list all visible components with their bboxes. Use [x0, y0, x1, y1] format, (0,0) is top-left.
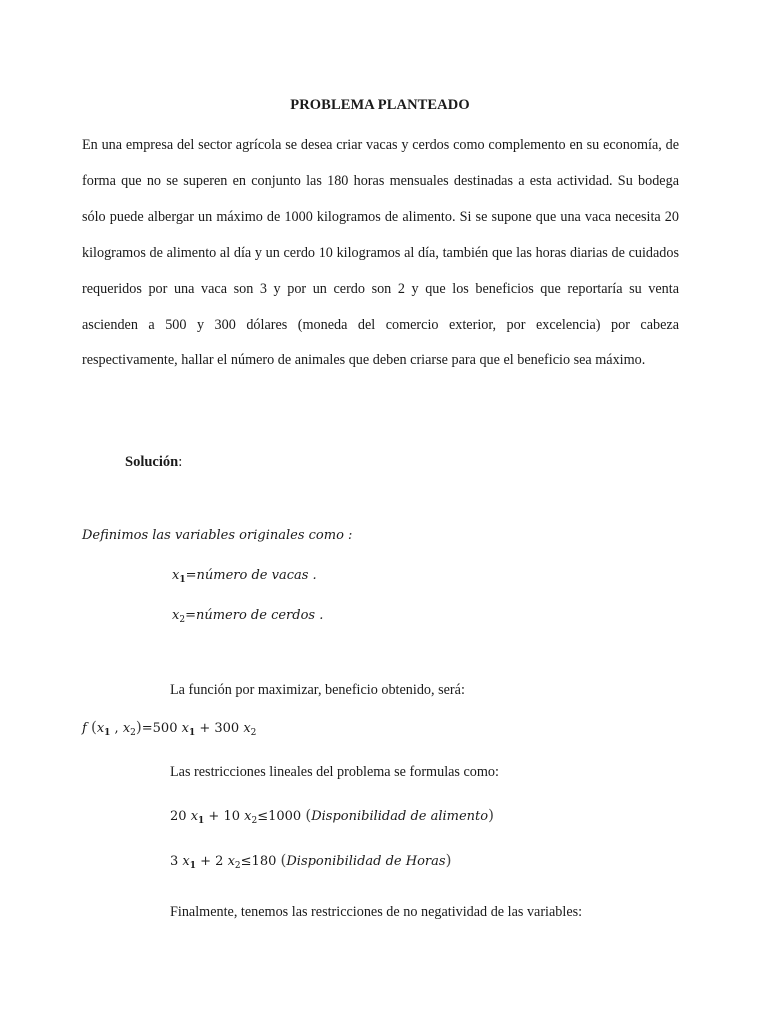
solution-colon: : — [178, 454, 183, 470]
final-text: Finalmente, tenemos las restricciones de no negatividad de las variables: — [170, 904, 583, 920]
solution-heading — [125, 454, 182, 471]
variable-x2-description: número de cerdos . — [195, 608, 324, 623]
constraint-hours: 3 $x_1 + 2$ $x_2\le 180$ (Disponibilidad de Horas) — [170, 851, 452, 871]
constraint-hours-label: Disponibilidad de Horas — [286, 854, 446, 869]
solution-label: Solución — [125, 454, 179, 470]
objective-intro: La función por maximizar, beneficio obtenido, será: — [170, 682, 465, 698]
variable-x1-description: número de vacas . — [196, 568, 317, 583]
document-title: PROBLEMA PLANTEADO — [290, 97, 470, 113]
constraint-food-label: Disponibilidad de alimento — [311, 809, 489, 824]
constraint-food: 20 $x_1 + 10$ $x_2\le 1000$ (Disponibilidad de alimento) — [170, 806, 494, 826]
objective-function: f ($x_1$ , $x_2)=500$ $x_1 + 300$ $x_2$ — [82, 718, 257, 738]
variable-x2-definition: $x_2=número$ de cerdos . — [172, 608, 324, 625]
variable-x1-definition: $x_1=número$ de vacas . — [172, 568, 317, 585]
constraints-intro: Las restricciones lineales del problema se formulas como: — [170, 764, 499, 780]
problem-paragraph: En una empresa del sector agrícola se desea criar vacas y cerdos como complemento en su economía, de forma que no se superen en conjunto las 180 horas mensuales destinadas a esta actividad. Su bodega sólo puede albergar un máximo de 1000 kilogramos de alimento. Si se supone que una vaca necesita 20 kilogramos de alimento al día y un cerdo 10 kilogramos al día, también que las horas diarias de cuidados requeridos por una vaca son 3 y por un cerdo son 2 y que los beneficios que reportaría su venta ascienden a 500 y 300 dólares (moneda del comercio exterior, por excelencia) por cabeza respectivamente, hallar el número de animales que deben criarse para que el beneficio sea máximo. — [82, 137, 679, 369]
variables-intro: Definimos las variables originales como : — [82, 528, 353, 543]
